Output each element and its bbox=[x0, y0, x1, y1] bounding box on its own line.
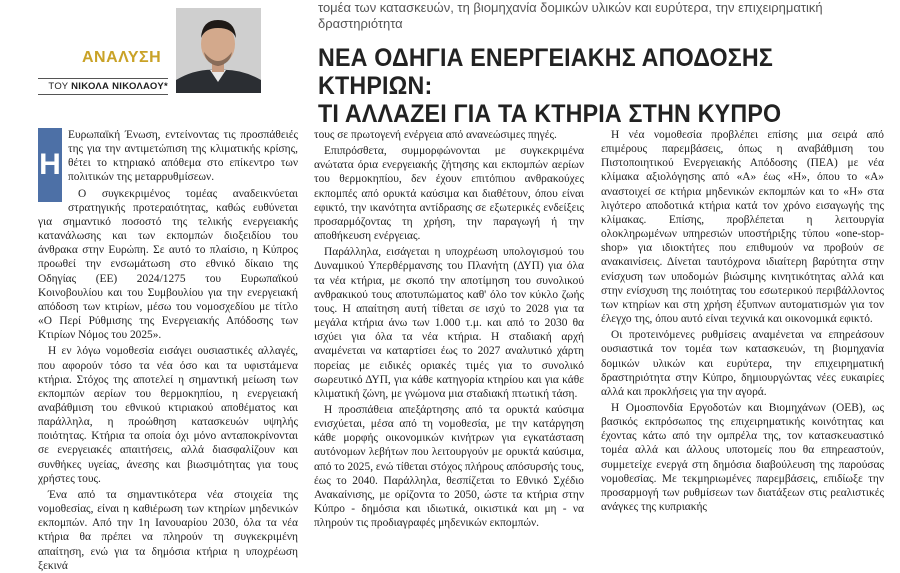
paragraph: Ευρωπαϊκή Ένωση, εντείνοντας τις προσπάθειές της για την αντιμετώπιση της κλιματικής κρίσης, θέτει το κτηριακό απόθεμα στο επίκεντρο των πολιτικών της μεταρρυθμίσεων. bbox=[68, 129, 298, 184]
paragraph: τους σε πρωτογενή ενέργεια από ανανεώσιμες πηγές. bbox=[314, 129, 557, 141]
author-prefix: ΤΟΥ bbox=[48, 81, 69, 92]
paragraph: Η εν λόγω νομοθεσία εισάγει ουσιαστικές αλλαγές, που αφορούν τόσο τα νέα όσο και τα υφιστάμενα κτήρια. Στόχος της αποτελεί η σημαντική μείωση των εκπομπών αερίων του θερμοκηπίου, η ενεργειακή αναβάθμιση του εθνικού κτιριακού αποθέματος και παράλληλα, η προώθηση κατασκευών υψηλής ποιότητας. Κτήρια τα οποία όχι μόνο ανταποκρίνονται σε ενεργειακές απαιτήσεις, αλλά διασφαλίζουν και συνθήκες υγείας, άνεσης και βιωσιμότητας για τους χρήστες τους. bbox=[38, 345, 298, 485]
paragraph: Ο συγκεκριμένος τομέας αναδεικνύεται στρατηγικής προτεραιότητας, καθώς ευθύνεται για σημαντικό ποσοστό της τελικής ενεργειακής κατανάλωσης και των εκπομπών διοξειδίου του άνθρακα στην Ευρώπη. Σε αυτό το πλαίσιο, η Κύπρος προωθεί την ενσωμάτωση στο εθνικό δίκαιο της Οδηγίας (ΕΕ) 2024/1275 του Ευρωπαϊκού Κοινοβουλίου και του Συμβουλίου για την ενεργειακή απόδοση των κτιρίων, μέσω του νομοσχεδίου με τίτλο «Ο Περί Ρύθμισης της Ενεργειακής Απόδοσης των Κτιρίων Νόμος του 2025». bbox=[38, 187, 298, 342]
paragraph: Η Ομοσπονδία Εργοδοτών και Βιομηχάνων (ΟΕΒ), ως βασικός εκπρόσωπος της επιχειρηματικής κοινότητας και έχοντας κάτω από την ομπρέλα της, τον κατασκευαστικό τομέα αλλά και άλλους υποτομείς που θα επηρεαστούν, συμμετείχε ενεργά στη δημόσια διαβούλευση της παρούσας νομοθεσίας. Με τεκμηριωμένες παρεμβάσεις, επιδίωξε την προσαρμογή των ρυθμίσεων των διατάξεων στις ρεαλιστικές ανάγκες της κυπριακής bbox=[601, 401, 884, 514]
headline-line-1: ΝΕΑ ΟΔΗΓΙΑ ΕΝΕΡΓΕΙΑΚΗΣ ΑΠΟΔΟΣΗΣ ΚΤΗΡΙΩΝ: bbox=[318, 44, 774, 100]
paragraph: Η προσπάθεια απεξάρτησης από τα ορυκτά καύσιμα ενισχύεται, μέσα από τη νομοθεσία, με την κατάργηση κάθε μορφής οικονομικών κινήτρων για εγκατάσταση αυτόνομων λεβήτων που λειτουργούν με ορυκτά καύσιμα, από το 2025, ενώ τίθεται στόχος πλήρους απόσυρσής τους, έως το 2040. Παράλληλα, θεσπίζεται το Εθνικό Σχέδιο Ανακαίνισης, με ορίζοντα το 2050, ώστε τα κτήρια στην Κύπρο - δημόσια και ιδιωτικά, οικιστικά και μη - να πληρούν τις προδιαγραφές μηδενικών εκπομπών. bbox=[314, 403, 584, 530]
author-byline bbox=[38, 78, 168, 95]
headline-line-2: ΤΙ ΑΛΛΑΖΕΙ ΓΙΑ ΤΑ ΚΤΗΡΙΑ ΣΤΗΝ ΚΥΠΡΟ bbox=[318, 100, 782, 128]
author-photo bbox=[176, 8, 261, 93]
paragraph: Οι προτεινόμενες ρυθμίσεις αναμένεται να επηρεάσουν ουσιαστικά τον τομέα των κατασκευών, τη βιομηχανία δομικών υλικών και ευρύτερα, την επιχειρηματική δραστηριότητα στην Κύπρο, δημιουργώντας νέες ευκαιρίες αλλά και προκλήσεις για την αγορά. bbox=[601, 329, 884, 398]
article-headline bbox=[318, 44, 853, 128]
paragraph: Παράλληλα, εισάγεται η υποχρέωση υπολογισμού του Δυναμικού Υπερθέρμανσης του Πλανήτη (ΔΥΠ) για όλα τα νέα κτήρια, με σκοπό την αποτίμηση του συνολικού ανθρακικού τους αποτυπώματος καθ' όλο τον κύκλο ζωής τους. Η απαίτηση αυτή τίθεται σε ισχύ το 2028 για τα μεγάλα κτήρια άνω των 1.000 τ.μ. και από το 2030 θα ισχύει για όλα τα νέα κτήρια. Η σταδιακή αρχή αναμένεται να καταρτίσει έως το 2027 αναλυτικό χάρτη πορείας με ειδικές οριακές τιμές για το συνολικό σωρευτικό ΔΥΠ, για κάθε κατηγορία κτηρίου και για κάθε κλιματική ζώνη, με γνώμονα μια σταδιακή πτωτική τάση. bbox=[314, 246, 584, 400]
article-column-3 bbox=[601, 128, 884, 514]
article-deck: τομέα των κατασκευών, τη βιομηχανία δομικών υλικών και ευρύτερα, την επιχειρηματική δραστηριότητα bbox=[318, 0, 823, 31]
article-column-1 bbox=[38, 128, 298, 573]
paragraph: Επιπρόσθετα, συμμορφώνονται με συγκεκριμένα ανώτατα όρια ενεργειακής ζήτησης και εκπομπών αερίων του θερμοκηπίου, δεν έχουν επιτόπιου ανθρακούχες εκπομπές από ορυκτά καύσιμα και διαθέτουν, όπου είναι εφικτό, την ικανότητα αντίδρασης σε εξωτερικές ενδείξεις προσαρμόζοντας τη χρήση, την παραγωγή ή την αποθήκευση ενέργειας. bbox=[314, 145, 584, 243]
author-name: ΝΙΚΟΛΑ ΝΙΚΟΛΑΟΥ* bbox=[71, 81, 168, 92]
drop-cap: Η bbox=[38, 128, 62, 202]
paragraph: Η νέα νομοθεσία προβλέπει επίσης μια σειρά από επιμέρους παρεμβάσεις, όπως η αναβάθμιση του Πιστοποιητικού Ενεργειακής Απόδοσης (ΠΕΑ) με νέα κλίμακα αξιολόγησης από «Α» έως «Η», όπου το «Α» αναστοιχεί σε κτήρια μηδενικών εκπομπών και το «Η» στα λιγότερο αποδοτικά κτήρια κατά τον χρόνο εισαγωγής της κλίμακας. Επίσης, προβλέπεται η λειτουργία ολοκληρωμένων υπηρεσιών υποστήριξης τύπου «one-stop-shop» για ιδιοκτήτες που επιθυμούν να προβούν σε ανακαινίσεις. Δίνεται ταυτόχρονα ιδιαίτερη βαρύτητα στην ενίσχυση των υποδομών βιώσιμης κινητικότητας αλλά και στην ενίσχυση της ποιότητας του εσωτερικού περιβάλλοντος των κτηρίων και στη χρήση έξυπνων αυτοματισμών για τον έλεγχο της, όπου αυτό είναι τεχνικά και οικονομικά εφικτό. bbox=[601, 129, 884, 326]
article-column-2 bbox=[314, 128, 584, 530]
paragraph: Ένα από τα σημαντικότερα νέα στοιχεία της νομοθεσίας, είναι η καθιέρωση των κτηρίων μηδενικών εκπομπών. Από την 1η Ιανουαρίου 2030, όλα τα νέα κτήρια θα πρέπει να πληρούν τη συγκεκριμένη απαίτηση, ενώ για τα δημόσια κτήρια η υποχρέωση ξεκινά bbox=[38, 488, 298, 572]
author-portrait-image bbox=[176, 8, 261, 93]
section-label: ΑΝΑΛΥΣΗ bbox=[82, 49, 162, 66]
